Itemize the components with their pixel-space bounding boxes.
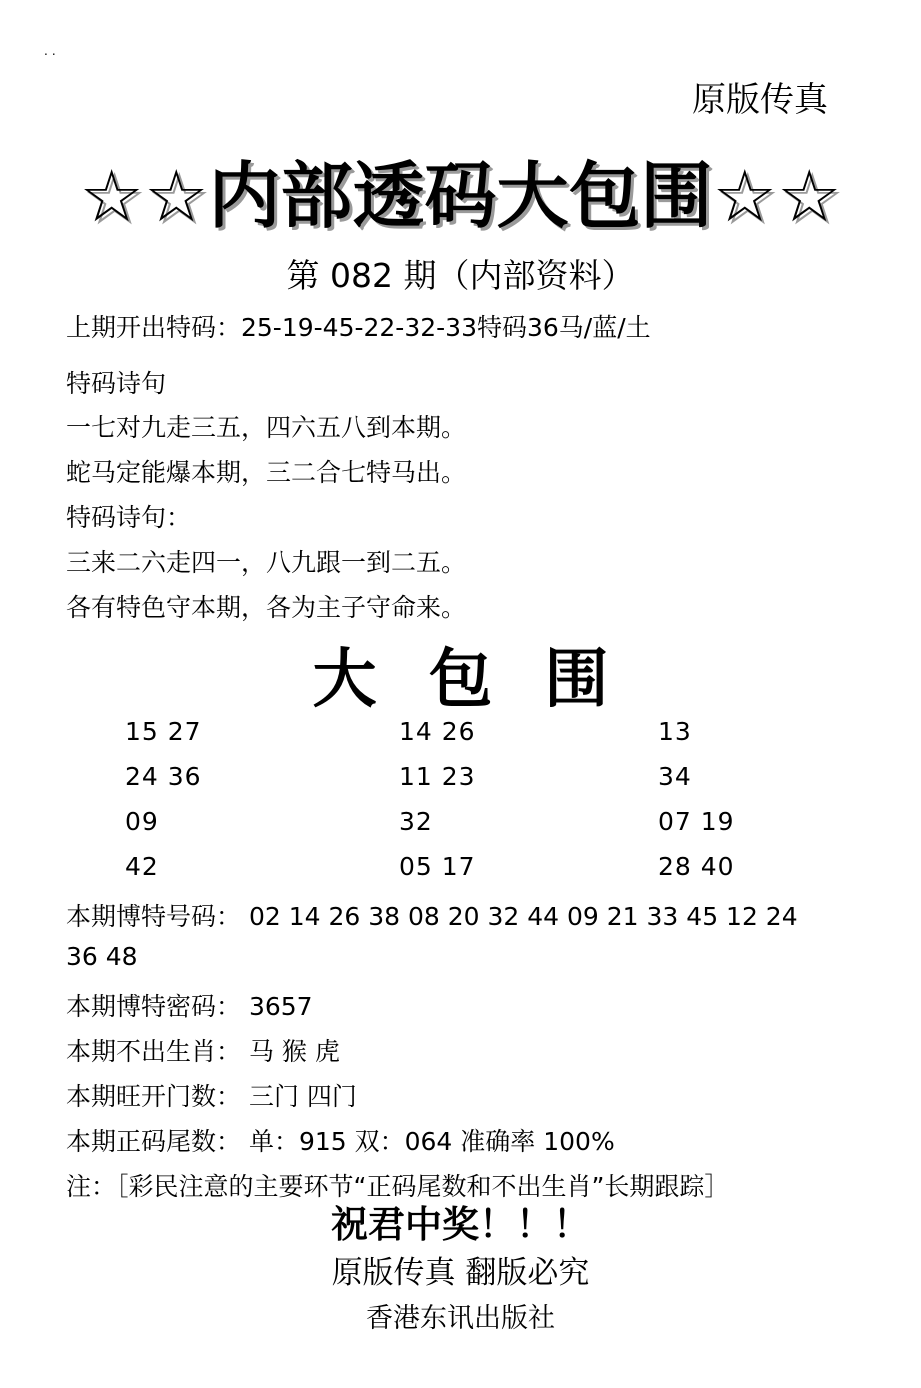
poem-heading-2: 特码诗句：: [66, 503, 192, 532]
grid-cell: 42: [125, 852, 159, 881]
copyright-line: 原版传真 翻版必究: [331, 1255, 590, 1291]
issue-number: 第 082 期（内部资料）: [286, 256, 635, 295]
grid-cell: 09: [125, 807, 159, 836]
corner-marks: ..: [44, 44, 60, 58]
grid-cell: 14 26: [399, 717, 476, 746]
poem-line-3: 三来二六走四一，八九跟一到二五。: [66, 548, 467, 577]
tail-digits-line: 本期正码尾数： 单：915 双：064 准确率 100%: [66, 1127, 615, 1156]
main-title: ☆☆内部透码大包围☆☆: [79, 154, 842, 238]
poem-line-1: 一七对九走三五，四六五八到本期。: [66, 413, 467, 442]
grid-cell: 34: [658, 762, 692, 791]
excluded-zodiac-line: 本期不出生肖： 马 猴 虎: [66, 1037, 340, 1066]
publisher-name: 香港东讯出版社: [366, 1303, 555, 1334]
poem-line-4: 各有特色守本期，各为主子守命来。: [66, 593, 467, 622]
lucky-doors-line: 本期旺开门数： 三门 四门: [66, 1082, 357, 1111]
grid-cell: 05 17: [399, 852, 476, 881]
poem-heading-1: 特码诗句: [66, 369, 167, 398]
grid-cell: 24 36: [125, 762, 202, 791]
grid-cell: 13: [658, 717, 692, 746]
section-title: 大包围: [312, 643, 661, 717]
wish-text: 祝君中奖！！！: [331, 1203, 590, 1246]
poem-line-2: 蛇马定能爆本期，三二合七特马出。: [66, 458, 467, 487]
grid-cell: 28 40: [658, 852, 735, 881]
special-numbers-line: 本期博特号码： 02 14 26 38 08 20 32 44 09 21 33 45 12 24: [66, 902, 798, 931]
last-draw-line: 上期开出特码：25-19-45-22-32-33特码36马/蓝/土: [66, 313, 651, 342]
special-numbers-continued: 36 48: [66, 942, 138, 971]
grid-cell: 07 19: [658, 807, 735, 836]
fax-label: 原版传真: [692, 80, 828, 120]
grid-cell: 15 27: [125, 717, 202, 746]
grid-cell: 32: [399, 807, 433, 836]
grid-cell: 11 23: [399, 762, 476, 791]
note-line: 注：［彩民注意的主要环节“正码尾数和不出生肖”长期跟踪］: [66, 1172, 730, 1201]
secret-code-line: 本期博特密码： 3657: [66, 992, 313, 1021]
